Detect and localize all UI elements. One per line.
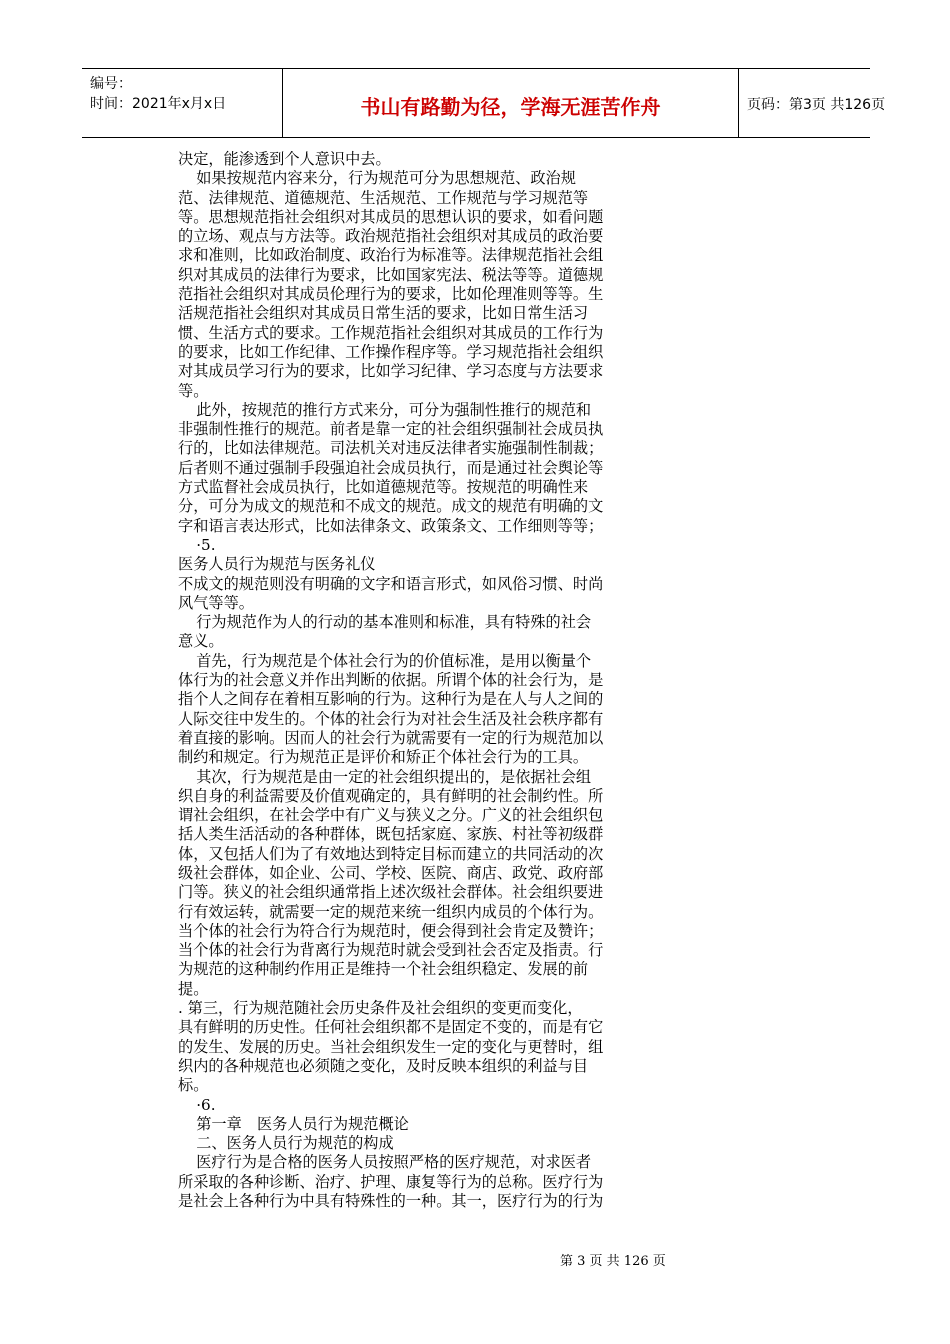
text-line: 行的，比如法律规范。司法机关对违反法律者实施强制性制裁； [178,439,604,458]
text-line: 所采取的各种诊断、治疗、护理、康复等行为的总称。医疗行为 [178,1172,604,1191]
text-line: 指个人之间存在着相互影响的行为。这种行为是在人与人之间的 [178,690,604,709]
header-page-code: 页码：第3页 共126页 [747,97,886,113]
document-number-label: 编号： [90,76,132,92]
text-line: 提。 [178,979,209,998]
text-line: 后者则不通过强制手段强迫社会成员执行，而是通过社会舆论等 [178,458,604,477]
text-line: 制约和规定。行为规范正是评价和矫正个体社会行为的工具。 [178,748,589,767]
text-line: 等。 [178,381,209,400]
text-line: 是社会上各种行为中具有特殊性的一种。其一，医疗行为的行为 [178,1192,604,1211]
text-line: 人际交往中发生的。个体的社会行为对社会生活及社会秩序都有 [178,709,604,728]
text-line: 织自身的利益需要及价值观确定的，具有鲜明的社会制约性。所 [178,786,604,805]
header-meta-cell [82,69,283,137]
text-line: 决定，能渗透到个人意识中去。 [178,150,391,168]
text-line: 活规范指社会组织对其成员日常生活的要求，比如日常生活习 [178,304,589,323]
body-text [178,150,653,1211]
text-line: 为规范的这种制约作用正是维持一个社会组织稳定、发展的前 [178,960,589,979]
text-line: 分，可分为成文的规范和不成文的规范。成文的规范有明确的文 [178,497,604,516]
text-line: 的要求，比如工作纪律、工作操作程序等。学习规范指社会组织 [178,342,604,361]
text-line: . 第三，行为规范随社会历史条件及社会组织的变更而变化， [178,999,583,1018]
text-line: 级社会群体，如企业、公司、学校、医院、商店、政党、政府部 [178,863,604,882]
text-line: 对其成员学习行为的要求，比如学习纪律、学习态度与方法要求 [178,362,604,381]
text-line: 意义。 [178,632,224,651]
running-title: 医务人员行为规范与医务礼仪 [178,555,376,574]
text-line: 具有鲜明的历史性。任何社会组织都不是固定不变的，而是有它 [178,1018,604,1037]
text-line: 当个体的社会行为符合行为规范时，便会得到社会肯定及赞许； [178,921,604,940]
document-time-label: 时间：2021年x月x日 [90,96,227,112]
text-line: 此外，按规范的推行方式来分，可分为强制性推行的规范和 [196,400,592,419]
text-line: 的立场、观点与方法等。政治规范指社会组织对其成员的政治要 [178,227,604,246]
text-line: 等。思想规范指社会组织对其成员的思想认识的要求，如看问题 [178,207,604,226]
text-line: 其次，行为规范是由一定的社会组织提出的，是依据社会组 [196,767,592,786]
text-line: 首先，行为规范是个体社会行为的价值标准，是用以衡量个 [196,651,592,670]
text-line: 门等。狭义的社会组织通常指上述次级社会群体。社会组织要进 [178,883,604,902]
text-line: 体行为的社会意义并作出判断的依据。所谓个体的社会行为，是 [178,671,604,690]
text-line: 括人类生活活动的各种群体，既包括家庭、家族、村社等初级群 [178,825,604,844]
header-table [82,68,886,138]
text-line: 惯、生活方式的要求。工作规范指社会组织对其成员的工作行为 [178,323,604,342]
header-page-cell [739,69,886,137]
text-line: 织对其成员的法律行为要求，比如国家宪法、税法等等。道德规 [178,265,604,284]
page-marker: ·6. [196,1095,216,1114]
text-line: 求和准则，比如政治制度、政治行为标准等。法律规范指社会组 [178,246,604,265]
page-marker: ·5. [196,535,216,554]
section-heading: 二、医务人员行为规范的构成 [196,1134,394,1153]
text-line: 当个体的社会行为背离行为规范时就会受到社会否定及指责。行 [178,941,604,960]
text-line: 织内的各种规范也必须随之变化，及时反映本组织的利益与目 [178,1056,589,1075]
text-line: 体，又包括人们为了有效地达到特定目标而建立的共同活动的次 [178,844,604,863]
header-motto-cell [283,69,739,137]
chapter-title: 第一章 医务人员行为规范概论 [196,1114,409,1133]
page-footer: 第 3 页 共 126 页 [560,1254,666,1269]
text-line: 范指社会组织对其成员伦理行为的要求，比如伦理准则等等。生 [178,285,604,304]
text-line: 行为规范作为人的行动的基本准则和标准，具有特殊的社会 [196,613,592,632]
text-line: 如果按规范内容来分，行为规范可分为思想规范、政治规 [196,169,576,188]
header-motto: 书山有路勤为径，学海无涯苦作舟 [360,95,661,119]
text-line: 行有效运转，就需要一定的规范来统一组织内成员的个体行为。 [178,902,604,921]
text-line: 范、法律规范、道德规范、生活规范、工作规范与学习规范等 [178,188,589,207]
text-line: 字和语言表达形式，比如法律条文、政策条文、工作细则等等； [178,516,604,535]
text-line: 标。 [178,1076,209,1095]
text-line: 风气等等。 [178,593,254,612]
text-line: 谓社会组织，在社会学中有广义与狭义之分。广义的社会组织包 [178,806,604,825]
text-line: 着直接的影响。因而人的社会行为就需要有一定的行为规范加以 [178,728,604,747]
text-line: 方式监督社会成员执行，比如道德规范等。按规范的明确性来 [178,478,589,497]
text-line: 医疗行为是合格的医务人员按照严格的医疗规范，对求医者 [196,1153,592,1172]
text-line: 的发生、发展的历史。当社会组织发生一定的变化与更替时，组 [178,1037,604,1056]
text-line: 非强制性推行的规范。前者是靠一定的社会组织强制社会成员执 [178,420,604,439]
text-line: 不成文的规范则没有明确的文字和语言形式，如风俗习惯、时尚 [178,574,604,593]
